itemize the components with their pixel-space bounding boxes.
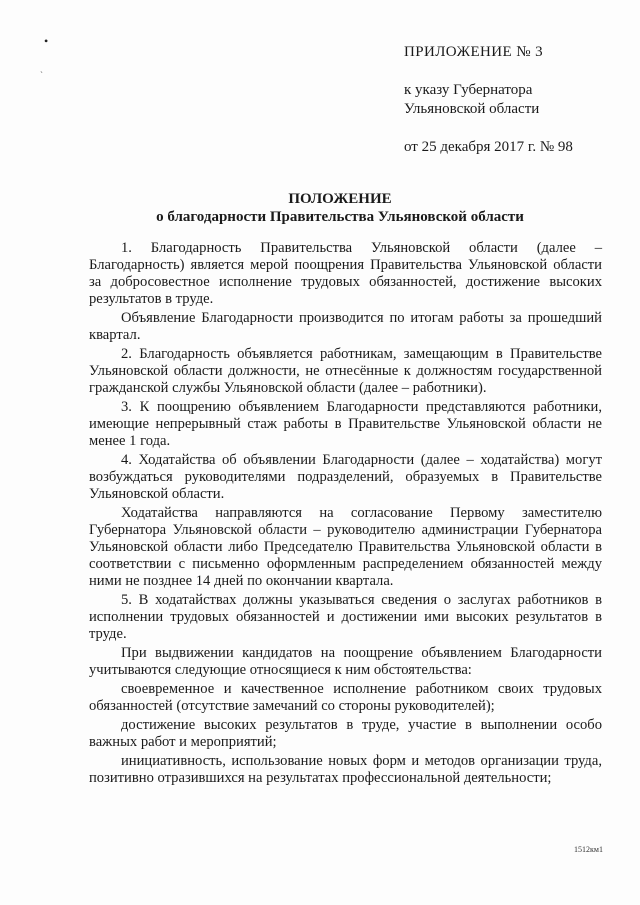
appendix-region-line: Ульяновской области <box>404 101 540 117</box>
paragraph: инициативность, использование новых форм и методов организации труда, позитивно отразившихся на результатах профессиональной деятельности; <box>89 753 602 786</box>
paragraph: При выдвижении кандидатов на поощрение объявлением Благодарности учитываются следующие относящиеся к ним обстоятельства: <box>89 645 602 678</box>
heading-subtitle: о благодарности Правительства Ульяновской области <box>156 209 524 225</box>
paragraph: своевременное и качественное исполнение работником своих трудовых обязанностей (отсутствие замечаний со стороны руководителей); <box>89 681 602 714</box>
footer-code: 1512км1 <box>574 845 603 854</box>
heading-title: ПОЛОЖЕНИЕ <box>288 191 392 207</box>
appendix-title: ПРИЛОЖЕНИЕ № 3 <box>404 44 543 60</box>
appendix-block <box>404 43 624 157</box>
paragraph: 5. В ходатайствах должны указываться сведения о заслугах работников в исполнении трудовых обязанностей и достижении ими высоких результатов в труде. <box>89 592 602 642</box>
scan-dot-mark: • <box>44 34 49 48</box>
appendix-date: от 25 декабря 2017 г. № 98 <box>404 139 573 155</box>
paragraph: 4. Ходатайства об объявлении Благодарности (далее – ходатайства) могут возбуждаться руководителями подразделений, образуемых в Правительстве Ульяновской области. <box>89 452 602 502</box>
paragraph: Ходатайства направляются на согласование Первому заместителю Губернатора Ульяновской области – руководителю администрации Губернатора Ульяновской области либо Председателю Правительства Ульяновской области в соответствии с письменно оформленным распределением обязанностей между ними не позднее 14 дней по окончании квартала. <box>89 505 602 589</box>
document-body <box>89 240 602 789</box>
document-heading <box>40 190 640 226</box>
scan-tick-mark: ` <box>40 70 43 80</box>
paragraph: 3. К поощрению объявлением Благодарности представляются работники, имеющие непрерывный стаж работы в Правительстве Ульяновской области не менее 1 года. <box>89 399 602 449</box>
appendix-decree-line: к указу Губернатора <box>404 82 533 98</box>
paragraph: Объявление Благодарности производится по итогам работы за прошедший квартал. <box>89 310 602 343</box>
paragraph: 1. Благодарность Правительства Ульяновской области (далее – Благодарность) является мерой поощрения Правительства Ульяновской области за добросовестное исполнение трудовых обязанностей, достижение высоких результатов в труде. <box>89 240 602 307</box>
paragraph: 2. Благодарность объявляется работникам, замещающим в Правительстве Ульяновской области должности, не отнесённые к должностям государственной гражданской службы Ульяновской области (далее – работники). <box>89 346 602 396</box>
appendix-spacer <box>404 62 624 81</box>
paragraph: достижение высоких результатов в труде, участие в выполнении особо важных работ и мероприятий; <box>89 717 602 750</box>
